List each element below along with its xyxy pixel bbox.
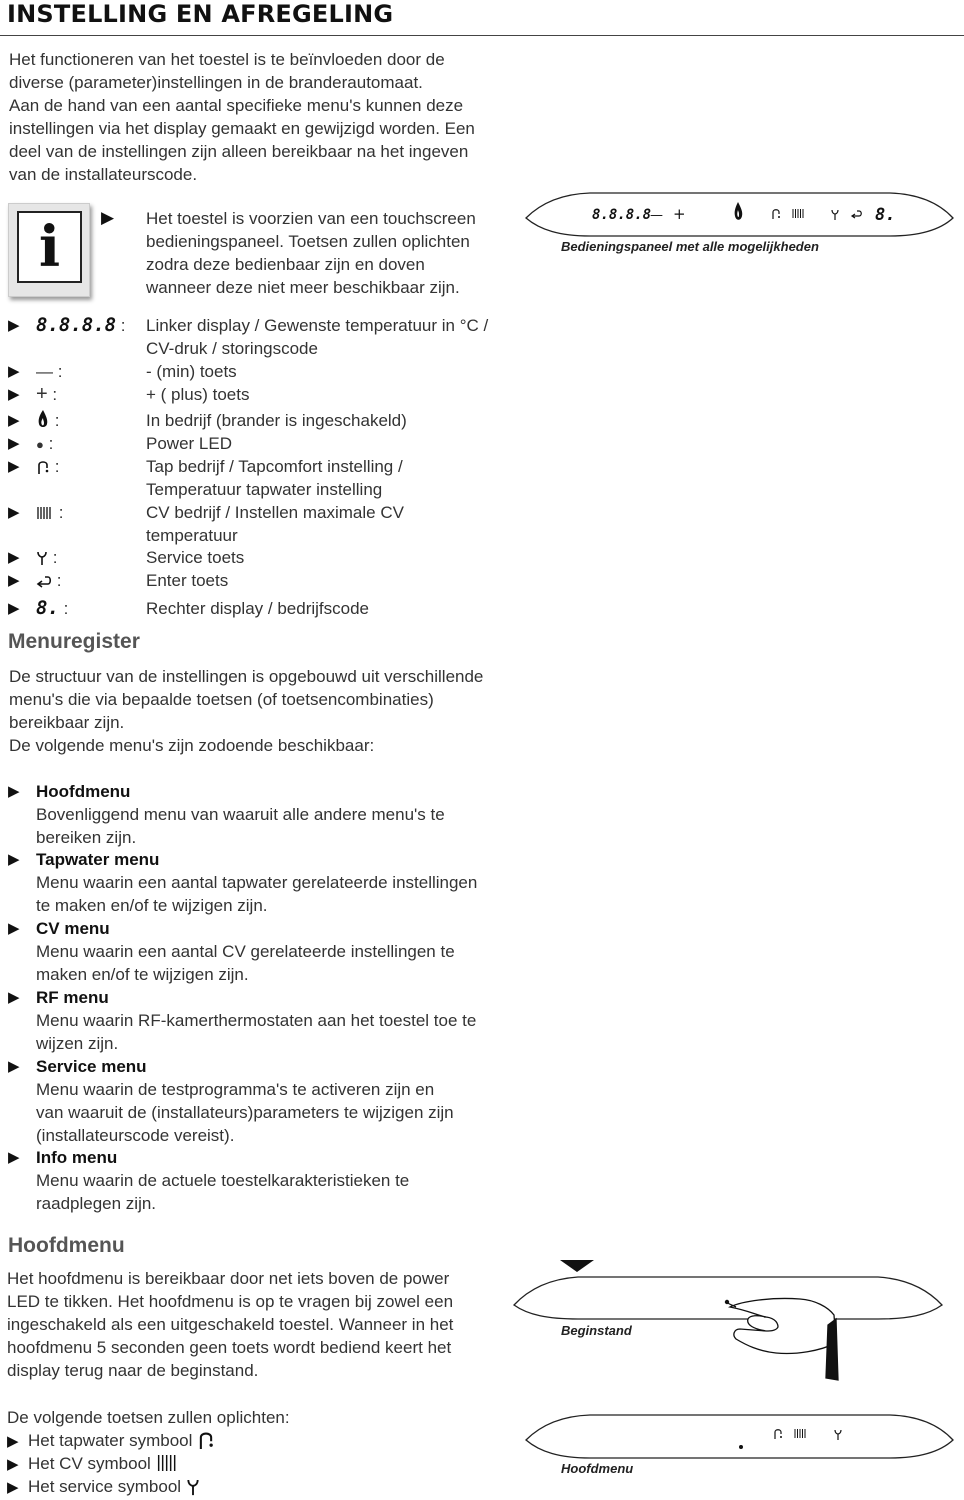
- bullet-arrow-icon: ▶: [8, 363, 20, 380]
- paragraph-line: Het hoofdmenu is bereikbaar door net iets boven de power: [7, 1269, 450, 1288]
- legend-desc: In bedrijf (brander is ingeschakeld): [146, 411, 407, 430]
- bullet-arrow-icon: ▶: [8, 572, 20, 589]
- bullet-arrow-icon: ▶: [8, 920, 20, 937]
- legend-desc: Rechter display / bedrijfscode: [146, 599, 370, 618]
- bullet-arrow-icon: ▶: [8, 412, 20, 429]
- bullet-arrow-icon: ▶: [8, 783, 20, 800]
- bullet-arrow-icon: ▶: [8, 989, 20, 1006]
- light-up-item-cv: [7, 1452, 180, 1476]
- segment-display-icon: 8.8.8.8: [36, 314, 117, 336]
- intro-line: instellingen via het display gemaakt en gewijzigd worden. Een: [9, 119, 475, 138]
- menu-item-desc: maken en/of te wijzigen zijn.: [36, 965, 249, 984]
- pointer-triangle-icon: [560, 1260, 594, 1272]
- info-icon-box: [8, 203, 90, 297]
- legend-separator: :: [52, 571, 62, 590]
- bullet-arrow-icon: ▶: [8, 1058, 20, 1075]
- paragraph-line: De structuur van de instellingen is opgebouwd uit verschillende: [9, 667, 484, 686]
- legend-desc: Linker display / Gewenste temperatuur in °C /: [146, 316, 489, 335]
- menu-item-title: Hoofdmenu: [36, 782, 131, 801]
- paragraph-line: ingeschakeld als een uitgeschakeld toestel. Wanneer in het: [7, 1315, 454, 1334]
- legend-separator: :: [50, 457, 60, 476]
- minus-icon: —: [650, 208, 663, 223]
- power-led-icon: [739, 1445, 743, 1449]
- wrench-icon: [186, 1476, 200, 1498]
- menu-item-desc: Menu waarin RF-kamerthermostaten aan het toestel toe te: [36, 1011, 477, 1030]
- bullet-arrow-icon: ▶: [8, 435, 20, 452]
- menu-item-desc: Menu waarin een aantal tapwater gerelateerde instellingen: [36, 873, 478, 892]
- tap-icon: [36, 459, 50, 475]
- flame-icon: [36, 409, 50, 431]
- legend-separator: :: [116, 316, 126, 335]
- legend-separator: :: [54, 503, 64, 522]
- intro-line: diverse (parameter)instellingen in de branderautomaat.: [9, 73, 423, 92]
- bullet-arrow-icon: ▶: [8, 317, 20, 334]
- panel-caption-hoofdmenu: Hoofdmenu: [561, 1461, 634, 1476]
- menu-item-desc: Menu waarin de testprogramma's te activeren zijn en: [36, 1080, 435, 1099]
- legend-desc: Temperatuur tapwater instelling: [146, 480, 383, 499]
- light-up-item-service: [7, 1475, 200, 1499]
- legend-desc: CV-druk / storingscode: [146, 339, 318, 358]
- radiator-icon: [36, 506, 54, 520]
- legend-separator: :: [50, 411, 60, 430]
- page-title: INSTELLING EN AFREGELING: [7, 0, 394, 28]
- legend-desc: + ( plus) toets: [146, 385, 250, 404]
- bullet-arrow-icon: ▶: [8, 600, 20, 617]
- legend-desc: Power LED: [146, 434, 232, 453]
- menuregister-heading: Menuregister: [8, 630, 140, 653]
- legend-separator: :: [47, 385, 58, 404]
- paragraph-line: LED te tikken. Het hoofdmenu is op te vragen bij zowel een: [7, 1292, 454, 1311]
- light-up-item-tap: [7, 1429, 215, 1453]
- bullet-arrow-icon: ▶: [8, 458, 20, 475]
- menu-item-title: Service menu: [36, 1057, 147, 1076]
- info-note-line: Het toestel is voorzien van een touchscreen: [146, 209, 476, 228]
- light-up-label: Het tapwater symbool: [28, 1431, 193, 1450]
- panel-caption-beginstand: Beginstand: [561, 1323, 632, 1338]
- menu-item-desc: Bovenliggend menu van waaruit alle andere menu's te: [36, 805, 445, 824]
- intro-line: van de installateurscode.: [9, 165, 198, 184]
- intro-line: Het functioneren van het toestel is te beïnvloeden door de: [9, 50, 445, 69]
- legend-separator: :: [53, 362, 63, 381]
- menu-item-desc: Menu waarin de actuele toestelkarakteristieken te: [36, 1171, 410, 1190]
- menu-item-title: RF menu: [36, 988, 109, 1007]
- menuregister-paragraph: [9, 665, 509, 757]
- radiator-icon: [156, 1453, 180, 1473]
- control-panel-full-diagram: [520, 188, 960, 244]
- power-led-icon: ●: [36, 437, 44, 452]
- right-display-icon: 8.: [875, 205, 896, 225]
- menu-item-desc: van waaruit de (installateurs)parameters te wijzigen zijn: [36, 1103, 454, 1122]
- bullet-arrow-icon: ▶: [8, 386, 20, 403]
- info-note-line: wanneer deze niet meer beschikbaar zijn.: [146, 278, 460, 297]
- legend-desc: CV bedrijf / Instellen maximale CV: [146, 503, 404, 522]
- info-note-line: zodra deze bedienbaar zijn en doven: [146, 255, 425, 274]
- light-up-intro: De volgende toetsen zullen oplichten:: [7, 1408, 290, 1427]
- legend-desc: temperatuur: [146, 526, 238, 545]
- light-up-label: Het service symbool: [28, 1477, 182, 1496]
- legend-separator: :: [58, 599, 69, 618]
- light-up-label: Het CV symbool: [28, 1454, 151, 1473]
- paragraph-line: De volgende menu's zijn zodoende beschikbaar:: [9, 736, 375, 755]
- hand-icon: [727, 1298, 838, 1380]
- paragraph-line: bereikbaar zijn.: [9, 713, 125, 732]
- intro-line: Aan de hand van een aantal specifieke menu's kunnen deze: [9, 96, 464, 115]
- info-icon: i: [17, 211, 82, 283]
- bullet-arrow-icon: ▶: [8, 851, 20, 868]
- menu-item-desc: te maken en/of te wijzigen zijn.: [36, 896, 268, 915]
- legend-desc: Enter toets: [146, 571, 229, 590]
- bullet-arrow-icon: ▶: [8, 549, 20, 566]
- legend-separator: :: [43, 434, 54, 453]
- enter-icon: [36, 574, 52, 588]
- bullet-arrow-icon: ▶: [101, 208, 115, 228]
- legend-separator: :: [48, 548, 58, 567]
- title-rule: [0, 35, 964, 36]
- menu-item-title: Info menu: [36, 1148, 118, 1167]
- wrench-icon: [36, 550, 48, 566]
- segment-display-icon: 8.: [36, 597, 59, 619]
- intro-paragraph: [9, 48, 499, 186]
- menu-item-desc: Menu waarin een aantal CV gerelateerde instellingen te: [36, 942, 455, 961]
- left-display-icon: 8.8.8.8: [592, 207, 652, 223]
- control-panel-hoofdmenu-diagram: [520, 1410, 960, 1462]
- legend-desc: Tap bedrijf / Tapcomfort instelling /: [146, 457, 403, 476]
- info-note: [146, 207, 506, 299]
- paragraph-line: menu's die via bepaalde toetsen (of toetsencombinaties): [9, 690, 434, 709]
- bullet-arrow-icon: ▶: [7, 1456, 19, 1473]
- menu-item-desc: (installateurscode vereist).: [36, 1126, 235, 1145]
- bullet-arrow-icon: ▶: [7, 1479, 19, 1496]
- bullet-arrow-icon: ▶: [8, 1149, 20, 1166]
- panel-caption-full: Bedieningspaneel met alle mogelijkheden: [561, 239, 819, 254]
- menu-item-desc: bereiken zijn.: [36, 828, 137, 847]
- paragraph-line: display terug naar de beginstand.: [7, 1361, 259, 1380]
- minus-icon: —: [36, 362, 53, 381]
- control-panel-beginstand-diagram: [510, 1255, 950, 1385]
- intro-line: deel van de instellingen zijn alleen bereikbaar na het ingeven: [9, 142, 469, 161]
- bullet-arrow-icon: ▶: [7, 1433, 19, 1450]
- paragraph-line: hoofdmenu 5 seconden geen toets wordt bediend keert het: [7, 1338, 452, 1357]
- info-note-line: bedieningspaneel. Toetsen zullen oplichten: [146, 232, 470, 251]
- hoofdmenu-paragraph: [7, 1267, 507, 1382]
- menu-item-title: Tapwater menu: [36, 850, 160, 869]
- legend-desc: - (min) toets: [146, 362, 237, 381]
- menu-item-desc: raadplegen zijn.: [36, 1194, 157, 1213]
- plus-icon: +: [673, 205, 686, 223]
- menu-item-title: CV menu: [36, 919, 110, 938]
- menu-item-desc: wijzen zijn.: [36, 1034, 119, 1053]
- plus-icon: +: [36, 383, 48, 405]
- hoofdmenu-heading: Hoofdmenu: [8, 1234, 125, 1257]
- legend-desc: Service toets: [146, 548, 245, 567]
- tap-icon: [197, 1429, 215, 1451]
- bullet-arrow-icon: ▶: [8, 504, 20, 521]
